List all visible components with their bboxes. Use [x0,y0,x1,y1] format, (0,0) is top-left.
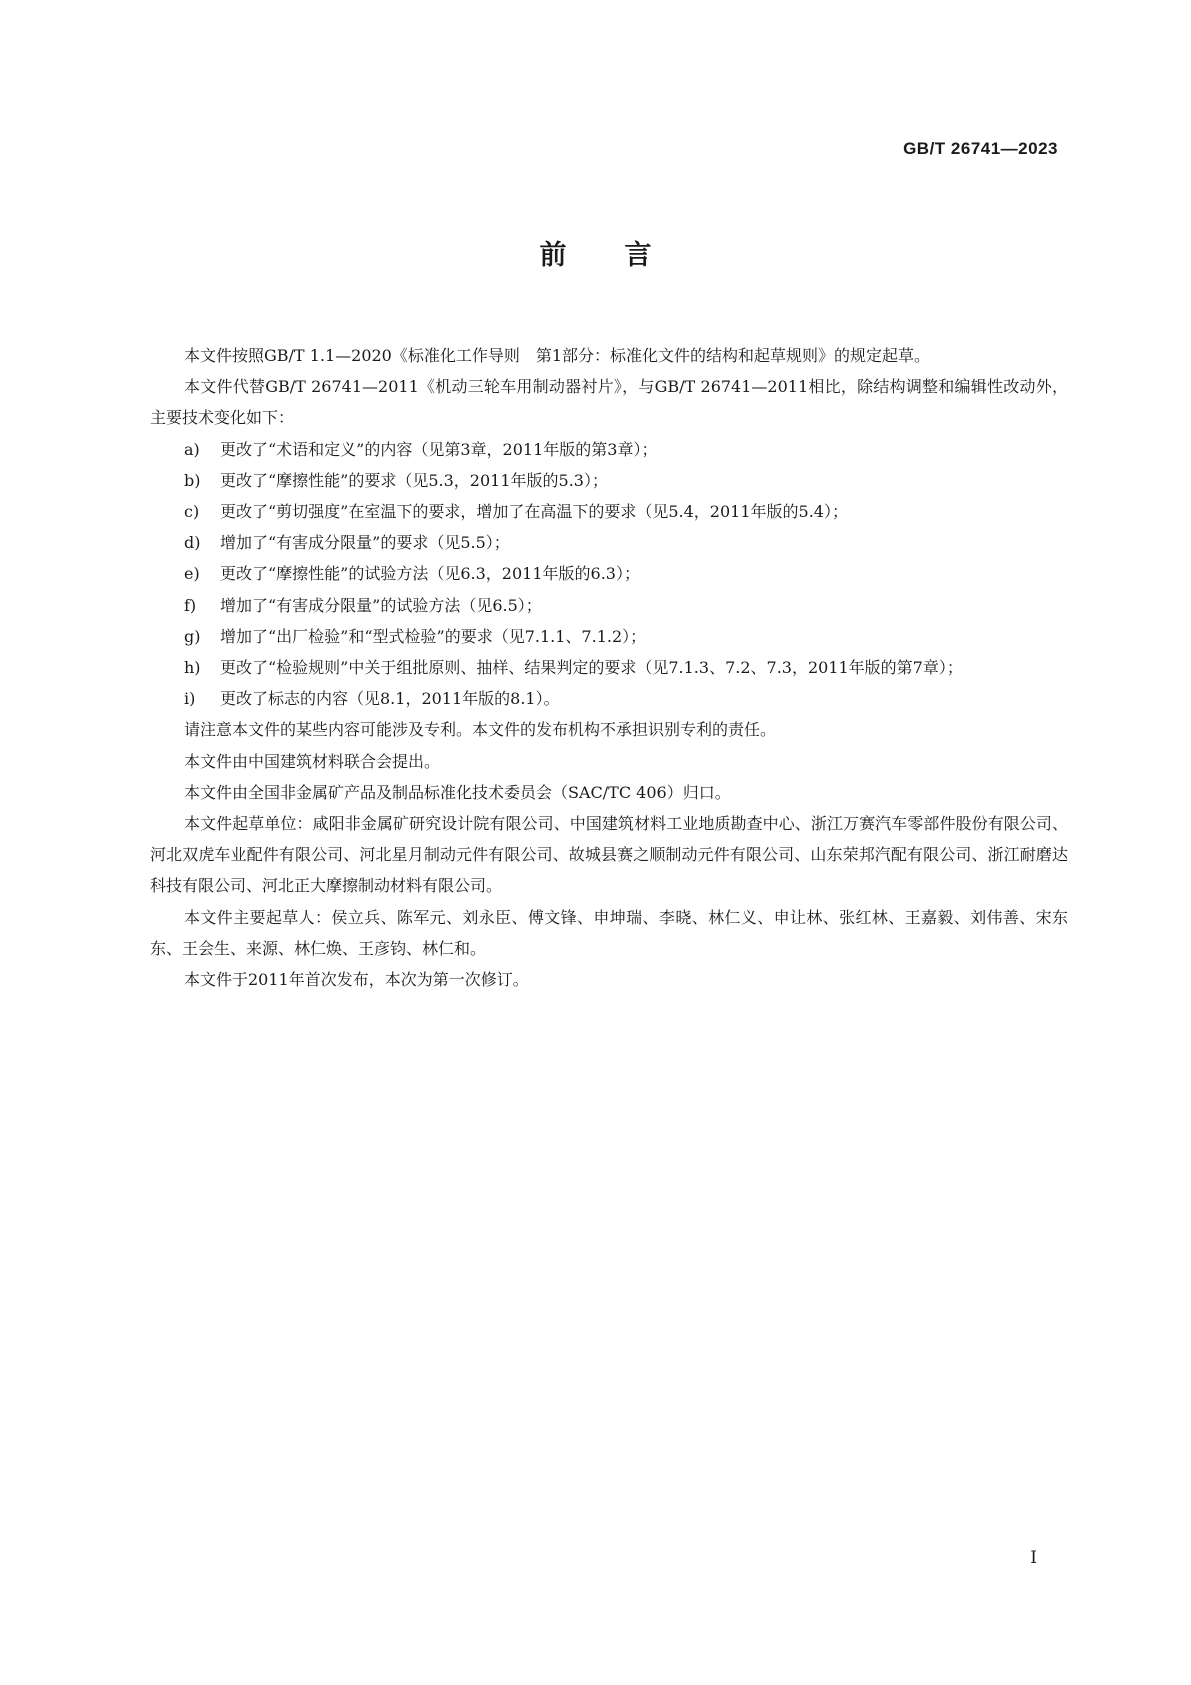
paragraph-drafting-units: 本文件起草单位：咸阳非金属矿研究设计院有限公司、中国建筑材料工业地质勘查中心、浙江万赛汽车零部件股份有限公司、河北双虎车业配件有限公司、河北星月制动元件有限公司、故城县赛之顺制动元件有限公司、山东荣邦汽配有限公司、浙江耐磨达科技有限公司、河北正大摩擦制动材料有限公司。 [150,814,1068,896]
paragraph-replacement: 本文件代替GB/T 26741—2011《机动三轮车用制动器衬片》，与GB/T 26741—2011相比，除结构调整和编辑性改动外，主要技术变化如下： [150,377,1068,428]
paragraph-proposed-by: 本文件由中国建筑材料联合会提出。 [184,751,441,771]
list-item-text: 更改了“剪切强度”在室温下的要求，增加了在高温下的要求（见5.4，2011年版的5.4）； [220,502,848,522]
list-item-text: 增加了“有害成分限量”的要求（见5.5）； [220,533,510,553]
list-marker: g) [184,626,201,646]
paragraph-history: 本文件于2011年首次发布，本次为第一次修订。 [184,970,529,990]
list-item [150,465,1068,496]
list-item [150,590,1068,621]
list-item [150,683,1068,714]
list-item [150,434,1068,465]
list-marker: c) [184,502,200,522]
standard-code: GB/T 26741—2023 [903,139,1058,158]
title-char-2: 言 [624,240,652,271]
list-item [150,558,1068,589]
paragraph-drafters: 本文件主要起草人：侯立兵、陈军元、刘永臣、傅文锋、申坤瑞、李晓、林仁义、申让林、张红林、王嘉毅、刘伟善、宋东东、王会生、来源、林仁焕、王彦钧、林仁和。 [150,907,1068,958]
list-marker: h) [184,658,201,678]
list-marker: i) [184,689,196,709]
list-item-text: 更改了“摩擦性能”的要求（见5.3，2011年版的5.3）； [220,470,608,490]
title-char-1: 前 [539,240,567,271]
list-item [150,527,1068,558]
list-item-text: 更改了“摩擦性能”的试验方法（见6.3，2011年版的6.3）； [220,564,640,584]
list-item-text: 增加了“有害成分限量”的试验方法（见6.5）； [220,595,542,615]
list-item-text: 增加了“出厂检验”和“型式检验”的要求（见7.1.1、7.1.2）； [220,626,647,646]
list-marker: a) [184,439,200,459]
list-item-text: 更改了“术语和定义”的内容（见第3章，2011年版的第3章）； [220,439,658,459]
list-marker: e) [184,564,200,584]
list-item [150,652,1068,683]
page-number: I [1030,1548,1037,1568]
list-item [150,496,1068,527]
paragraph-patent-notice: 请注意本文件的某些内容可能涉及专利。本文件的发布机构不承担识别专利的责任。 [184,720,777,740]
paragraph-drafting-rules: 本文件按照GB/T 1.1—2020《标准化工作导则 第1部分：标准化文件的结构和起草规则》的规定起草。 [184,346,931,365]
list-marker: d) [184,533,201,553]
list-item-text: 更改了标志的内容（见8.1，2011年版的8.1）。 [220,689,560,709]
paragraph-centralized-by: 本文件由全国非金属矿产品及制品标准化技术委员会（SAC/TC 406）归口。 [184,782,731,802]
document-body [150,340,1068,995]
list-item [150,621,1068,652]
list-item-text: 更改了“检验规则”中关于组批原则、抽样、结果判定的要求（见7.1.3、7.2、7.3，2011年版的第7章）； [220,658,963,678]
list-marker: b) [184,470,201,490]
list-marker: f) [184,595,197,615]
changes-list [150,434,1068,715]
page-title [0,236,1191,276]
